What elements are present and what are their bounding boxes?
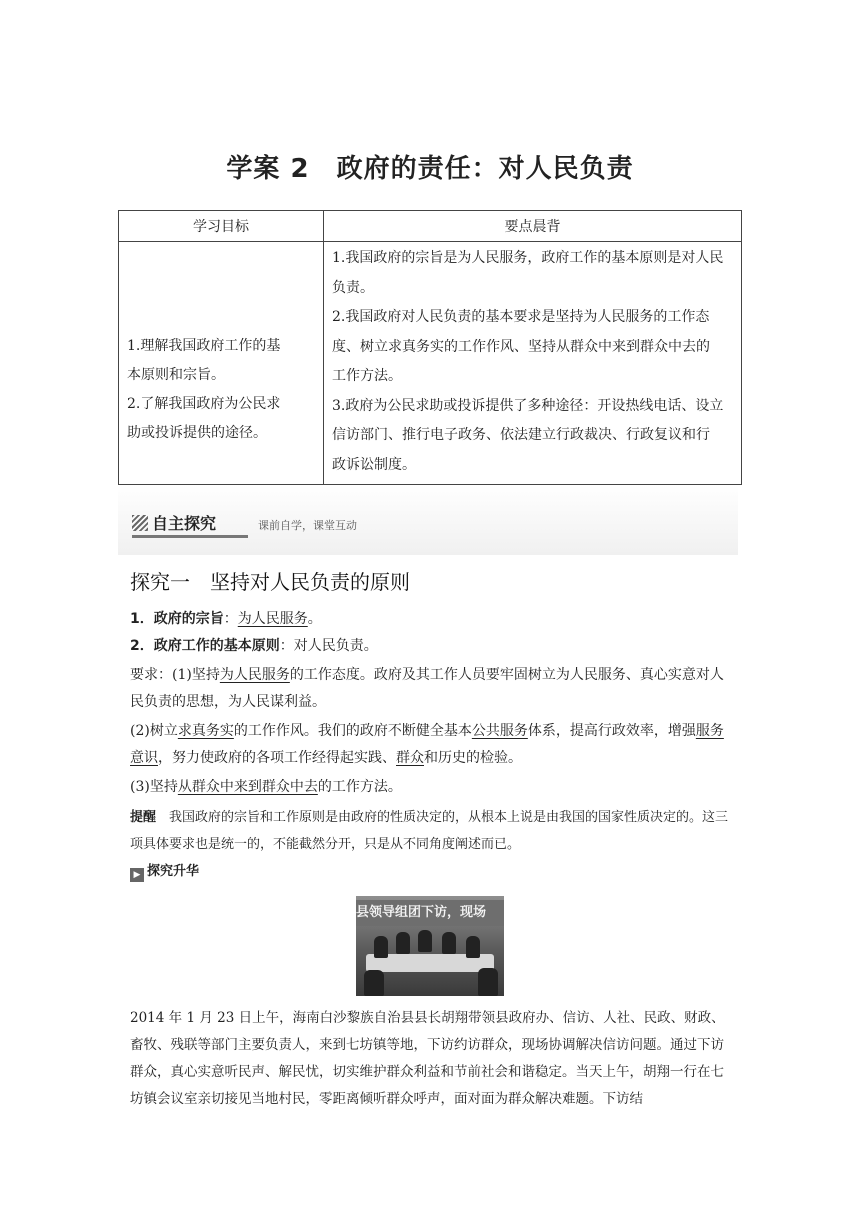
requirement-1-answer: 为人民服务: [219, 667, 290, 683]
key-point-line: 度、树立求真务实的工作作风、坚持从群众中来到群众中去的: [332, 338, 710, 355]
requirement-2-text-2: 体系，提高行政效率，增强: [527, 723, 696, 739]
requirement-2-lead: (2)树立: [130, 723, 178, 739]
meeting-photo: [356, 896, 504, 996]
goal-line: 2.了解我国政府为公民求: [127, 396, 281, 412]
goal-line: 助或投诉提供的途径。: [127, 425, 267, 441]
photo-banner-text: 县领导组团下访，现场: [356, 900, 504, 926]
point-1: [130, 606, 734, 633]
point-1-colon: ：: [223, 611, 238, 627]
requirement-1-lead: 要求：(1)坚持: [130, 667, 220, 683]
point-1-answer: 为人民服务: [237, 611, 308, 627]
table-body-row: [119, 242, 742, 485]
requirement-2-answer-2: 公共服务: [471, 723, 528, 739]
requirement-2-text-1: 的工作作风。我们的政府不断健全基本: [233, 723, 472, 739]
key-point-line: 政诉讼制度。: [332, 456, 416, 473]
person-figure: [442, 932, 456, 954]
person-figure: [418, 930, 432, 952]
section-heading: 探究一 坚持对人民负责的原则: [130, 570, 410, 594]
learning-goals-cell: [119, 242, 324, 485]
table-header-row: [119, 211, 742, 242]
page-title: 学案 2 政府的责任：对人民负责: [226, 154, 634, 184]
person-figure: [364, 970, 384, 996]
requirement-2-answer-1: 求真务实: [177, 723, 234, 739]
key-point-line: 2.我国政府对人民负责的基本要求是坚持为人民服务的工作态: [332, 309, 710, 325]
person-figure: [466, 936, 480, 958]
point-2: [130, 633, 734, 660]
key-point-line: 负责。: [332, 279, 374, 296]
key-point-line: 1.我国政府的宗旨是为人民服务，政府工作的基本原则是对人民: [332, 250, 724, 266]
requirement-2-answer-3: 服务意识: [130, 723, 724, 766]
reminder-note: [130, 804, 734, 858]
key-points-cell: [324, 242, 742, 485]
banner-title: 自主探究: [152, 514, 217, 533]
story-paragraph: 2014 年 1 月 23 日上午，海南白沙黎族自治县县长胡翔带领县政府办、信访、人社、民政、财政、畜牧、残联等部门主要负责人，来到七坊镇等地，下访约访群众，现场协调解决信访问题。通过下访群众，真心实意听民声、解民忧，切实维护群众利益和节前社会和谐稳定。当天上午，胡翔一行在七坊镇会议室亲切接见当地村民，零距离倾听群众呼声，面对面为群众解决难题。下访结: [130, 1010, 725, 1107]
requirement-2-answer-4: 群众: [396, 750, 424, 766]
key-point-line: 信访部门、推行电子政务、依法建立行政裁决、行政复议和行: [332, 427, 710, 443]
point-2-label: 2．政府工作的基本原则: [130, 638, 280, 654]
header-key-points: 要点晨背: [324, 211, 742, 242]
banner-underline: [132, 535, 248, 538]
requirement-1-rest: 的工作态度。政府及其工作人员要牢固树立为人民服务、真心实意对人民负责的思想，为人民谋利益。: [130, 667, 724, 710]
learning-goals-table: [118, 210, 742, 485]
point-1-label: 1．政府的宗旨: [130, 611, 224, 627]
requirement-3-end: 的工作方法。: [317, 779, 402, 795]
requirement-2-text-3: ，努力使政府的各项工作经得起实践、: [158, 750, 396, 766]
header-learning-goals: 学习目标: [119, 211, 324, 242]
requirement-2-end: 和历史的检验。: [424, 750, 522, 766]
goal-line: 本原则和宗旨。: [127, 367, 225, 383]
subsection-heading: [130, 860, 199, 882]
key-point-line: 工作方法。: [332, 368, 402, 384]
key-point-line: 3.政府为公民求助或投诉提供了多种途径：开设热线电话、设立: [332, 397, 724, 414]
banner-subtitle: 课前自学，课堂互动: [258, 519, 357, 532]
reminder-label: 提醒: [130, 810, 157, 825]
point-2-text: ：对人民负责。: [279, 638, 378, 654]
goal-line: 1.理解我国政府工作的基: [127, 338, 281, 354]
requirement-3-lead: (3)坚持: [130, 779, 178, 795]
subsection-label: 探究升华: [147, 864, 200, 879]
stripes-icon: [132, 515, 148, 531]
requirement-2: [130, 718, 734, 772]
reminder-text: 我国政府的宗旨和工作原则是由政府的性质决定的，从根本上说是由我国的国家性质决定的。这三项具体要求也是统一的，不能截然分开，只是从不同角度阐述而已。: [130, 810, 729, 852]
requirement-3: [130, 774, 734, 801]
requirement-3-answer: 从群众中来到群众中去: [177, 779, 318, 795]
requirement-1: [130, 662, 734, 716]
play-triangle-icon: ▶: [130, 868, 144, 882]
point-1-end: 。: [307, 611, 322, 627]
self-study-banner: [118, 485, 738, 555]
person-figure: [478, 968, 498, 996]
person-figure: [396, 932, 410, 954]
person-figure: [374, 936, 388, 958]
